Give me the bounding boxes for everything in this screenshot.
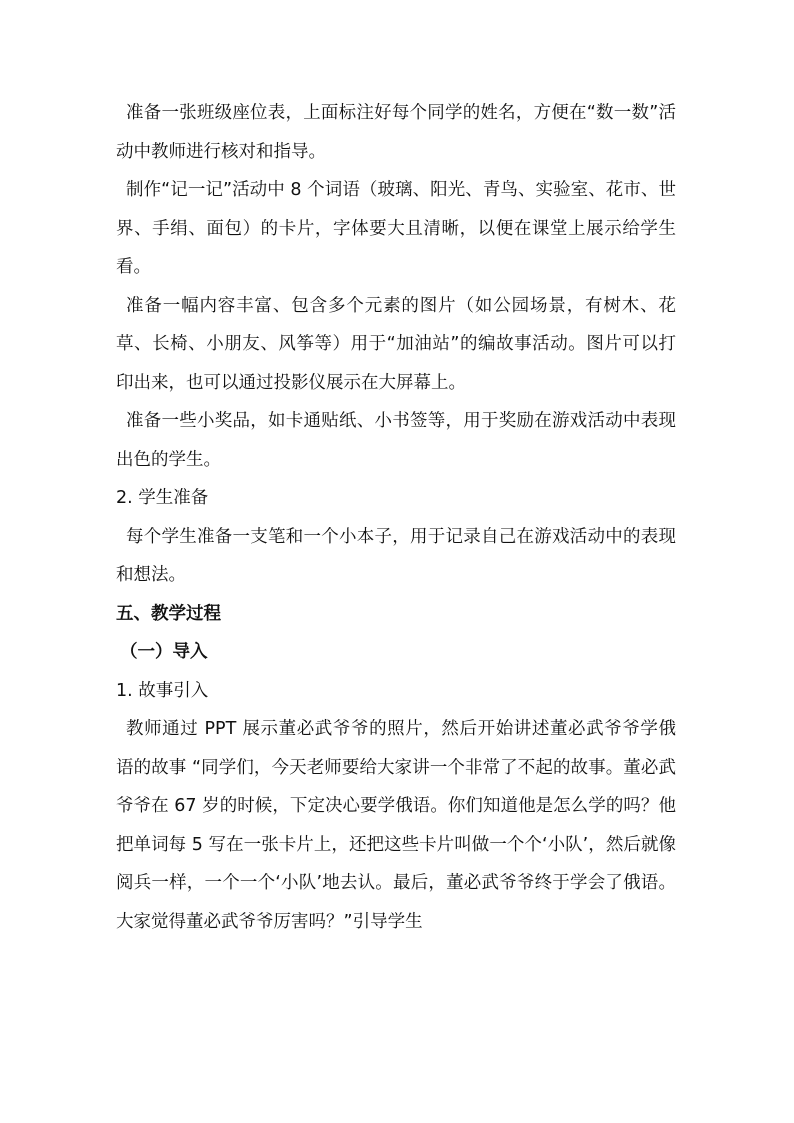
paragraph-seating-chart: 准备一张班级座位表，上面标注好每个同学的姓名，方便在“数一数”活动中教师进行核对和指导。: [116, 103, 676, 162]
section-heading-teaching-process: 五、教学过程: [116, 603, 221, 624]
paragraph-word-cards: 制作“记一记”活动中 8 个词语（玻璃、阳光、青鸟、实验室、花市、世界、手绢、面包）的卡片，字体要大且清晰，以便在课堂上展示给学生看。: [116, 180, 676, 277]
paragraph-student-materials: 每个学生准备一支笔和一个小本子，用于记录自己在游戏活动中的表现和想法。: [116, 526, 676, 585]
document-body: [116, 94, 676, 941]
list-item-student-prep: 2. 学生准备: [116, 488, 209, 508]
list-item-story-intro: 1. 故事引入: [116, 680, 209, 701]
paragraph-prizes: 准备一些小奖品，如卡通贴纸、小书签等，用于奖励在游戏活动中表现出色的学生。: [116, 411, 676, 470]
paragraph-story-picture: 准备一幅内容丰富、包含多个元素的图片（如公园场景，有树木、花草、长椅、小朋友、风筝等）用于“加油站”的编故事活动。图片可以打印出来，也可以通过投影仪展示在大屏幕上。: [116, 295, 676, 393]
subsection-heading-introduction: （一）导入: [120, 642, 208, 662]
paragraph-story: 教师通过 PPT 展示董必武爷爷的照片，然后开始讲述董必武爷爷学俄语的故事 “同学们，今天老师要给大家讲一个非常了不起的故事。董必武爷爷在 67 岁的时候，下定决心要学俄语。你们知道他是怎么学的吗？他把单词每 5 写在一张卡片上，还把这些卡片叫做一个个‘小队’，然后就像阅兵一样，一个一个‘小队’地去认。最后，董必武爷爷终于学会了俄语。大家觉得董必武爷爷厉害吗？”引导学生: [116, 719, 676, 932]
